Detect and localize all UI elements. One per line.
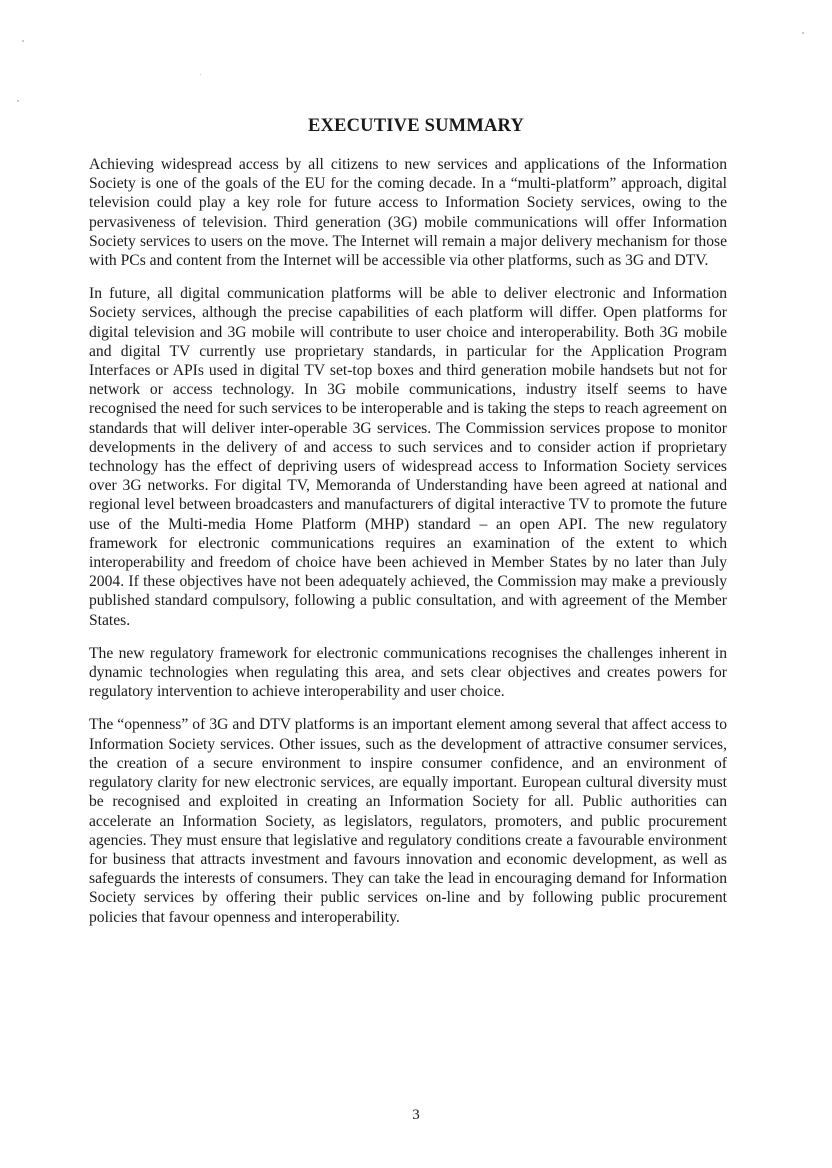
paragraph-3: The new regulatory framework for electronic communications recognises the challenges inherent in dynamic technologies when regulating this area, and sets clear objectives and creates powers for regulatory intervention to achieve interoperability and user choice.: [89, 644, 727, 701]
paragraph-2: In future, all digital communication platforms will be able to deliver electronic and Information Society services, although the precise capabilities of each platform will differ. Open platforms for digital television and 3G mobile will contribute to user choice and interoperability. Both 3G mobile and digital TV currently use proprietary standards, in particular for the Application Program Interfaces or APIs used in digital TV set-top boxes and third generation mobile handsets but not for network or access technology. In 3G mobile communications, industry itself seems to have recognised the need for such services to be interoperable and is taking the steps to reach agreement on standards that will deliver inter-operable 3G services. The Commission services propose to monitor developments in the delivery of and access to such services and to consider action if proprietary technology has the effect of depriving users of widespread access to Information Society services over 3G networks. For digital TV, Memoranda of Understanding have been agreed at national and regional level between broadcasters and manufacturers of digital interactive TV to promote the future use of the Multi-media Home Platform (MHP) standard – an open API. The new regulatory framework for electronic communications requires an examination of the extent to which interoperability and freedom of choice have been achieved in Member States by no later than July 2004. If these objectives have not been adequately achieved, the Commission may make a previously published standard compulsory, following a public consultation, and with agreement of the Member States.: [89, 285, 727, 629]
body-text: [89, 155, 727, 941]
scan-speck: [17, 100, 19, 102]
paragraph-1: Achieving widespread access by all citizens to new services and applications of the Information Society is one of the goals of the EU for the coming decade. In a “multi-platform” approach, digital television could play a key role for future access to Information Society services, owing to the pervasiveness of television. Third generation (3G) mobile communications will offer Information Society services to users on the move. The Internet will remain a major delivery mechanism for those with PCs and content from the Internet will be accessible via other platforms, such as 3G and DTV.: [89, 156, 727, 270]
scan-speck: [200, 74, 201, 75]
paragraph-4: The “openness” of 3G and DTV platforms is an important element among several that affect access to Information Society services. Other issues, such as the development of attractive consumer services, the creation of a secure environment to inspire consumer confidence, and an environment of regulatory clarity for new electronic services, are equally important. European cultural diversity must be recognised and exploited in creating an Information Society for all. Public authorities can accelerate an Information Society, as legislators, regulators, promoters, and public procurement agencies. They must ensure that legislative and regulatory conditions create a favourable environment for business that attracts investment and favours innovation and economic development, as well as safeguards the interests of consumers. They can take the lead in encouraging demand for Information Society services by offering their public services on-line and by following public procurement policies that favour openness and interoperability.: [89, 716, 727, 926]
scan-speck: [802, 32, 804, 34]
page-title: EXECUTIVE SUMMARY: [307, 116, 525, 136]
page-number: 3: [412, 1107, 420, 1123]
scan-speck: [22, 40, 24, 42]
